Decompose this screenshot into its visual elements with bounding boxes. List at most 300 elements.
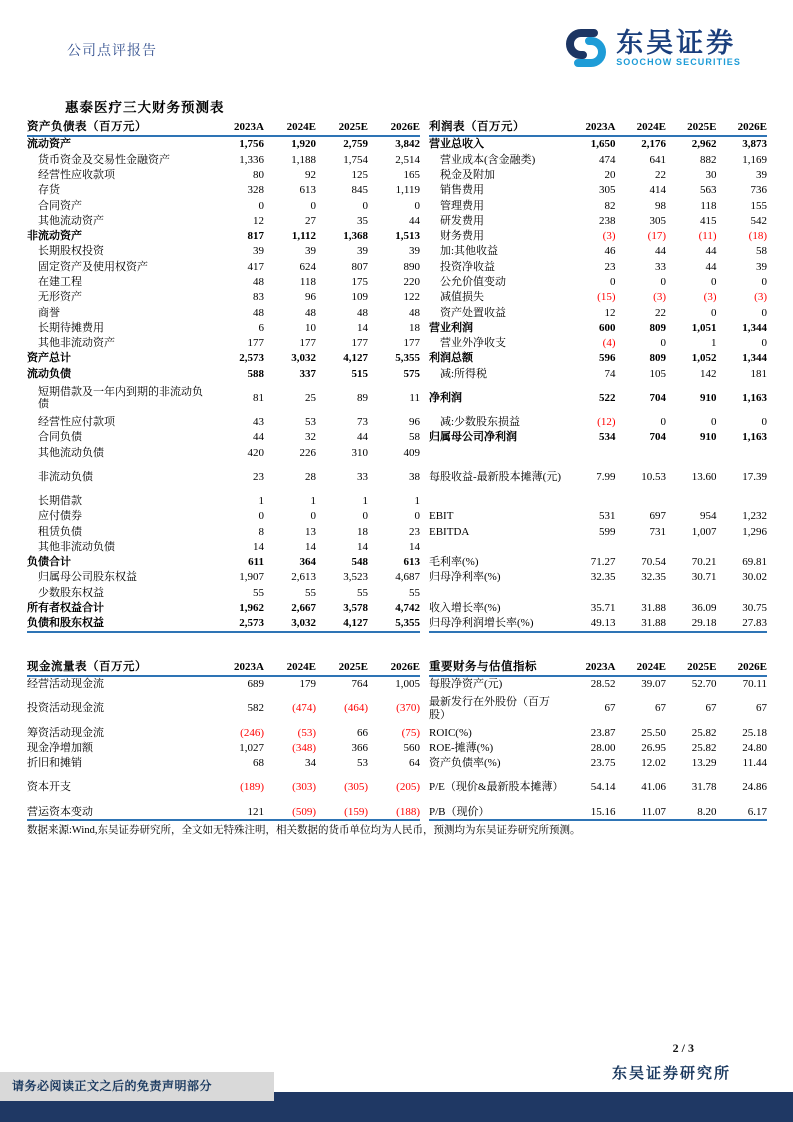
cell-value: (17) [647,230,666,243]
cell-value: 23.87 [590,726,616,739]
cell-value: 0 [258,510,264,523]
research-institute-label: 东吴证券研究所 [611,1066,731,1082]
cell-value: 118 [299,276,316,288]
cell-value: 36.09 [691,602,717,615]
table-row [429,336,767,351]
cell-value: 23.75 [590,757,616,770]
row-label: 非流动负债 [38,470,93,483]
table-title: 现金流量表（百万元） [27,660,147,673]
row-label: 经营性应收款项 [38,168,115,181]
cell-value: 582 [247,702,264,715]
cell-value: 474 [599,153,616,166]
cell-value: 27 [305,214,316,227]
cell-value: 641 [649,153,666,166]
cell-value: (189) [240,781,264,794]
table-header-row [27,657,420,677]
row-label: 负债和股东权益 [27,617,104,630]
cell-value: 4,742 [395,602,420,615]
table-row [27,415,420,430]
row-label: 合同资产 [38,199,82,212]
row-label: P/E（现价&最新股本摊薄） [429,781,564,794]
row-label: 利润总额 [429,352,473,365]
row-label: 所有者权益合计 [27,602,104,615]
table-row [429,741,767,756]
cell-value: 31.88 [641,617,666,630]
cell-value: 0 [310,199,316,212]
table-row [429,305,767,320]
row-label: 税金及附加 [440,168,495,181]
cell-value: 0 [660,276,666,288]
cell-value: 41.06 [641,781,666,794]
row-label: 减:所得税 [440,367,488,380]
cell-value: 22 [655,168,666,181]
cell-value: 44 [705,260,717,273]
cell-value: 600 [599,321,616,334]
year-column-header: 2026E [737,121,767,134]
row-label: 流动负债 [27,367,71,380]
table-row [27,336,420,351]
cell-value: (348) [292,741,316,754]
table-row [27,771,420,804]
cell-value: 44 [357,431,368,444]
table-row [27,137,420,152]
cell-value: 1,962 [239,602,264,615]
brand-name-cn: 东吴证券 [616,27,737,58]
cell-value: 560 [403,741,420,754]
cell-value: 67 [655,702,666,715]
table-row [27,305,420,320]
cell-value: 14 [357,321,368,334]
cell-value: 49.13 [590,617,616,630]
cell-value: (188) [396,805,420,818]
table-row [27,430,420,445]
cell-value: 58 [409,431,420,444]
row-label: 租赁负债 [38,525,82,538]
cell-value: 39 [357,245,368,258]
cell-value: 226 [299,446,316,459]
cell-value: (509) [292,805,316,818]
cell-value: 731 [649,525,666,538]
cell-value: 48 [253,306,264,319]
cell-value: 23 [409,525,420,538]
cell-value: 409 [403,446,420,459]
page-title: 惠泰医疗三大财务预测表 [65,100,225,115]
table-row [27,570,420,585]
cell-value: 1,336 [239,153,264,166]
top-tables-region [27,117,767,633]
cell-value: 23 [604,260,616,273]
cell-value: 48 [305,306,316,319]
cell-value: 1,920 [291,138,316,151]
cell-value: 142 [700,367,717,380]
cell-value: 25.50 [641,726,666,739]
table-row [429,168,767,183]
row-label: 货币资金及交易性金融资产 [38,153,170,166]
cell-value: 305 [599,184,616,197]
table-header-row [429,117,767,137]
cell-value: 1 [711,337,717,350]
table-row [27,461,420,494]
cell-value: 3,873 [742,138,767,151]
cell-value: 563 [700,184,717,197]
row-label: 管理费用 [440,199,484,212]
cell-value: 39 [253,245,264,258]
cell-value: 4,687 [395,571,420,584]
table-row [27,382,420,415]
cell-value: 0 [610,276,616,288]
table-row [27,244,420,259]
cell-value: 14 [253,540,264,553]
cell-value: 2,176 [641,138,666,151]
cell-value: 25.82 [691,726,717,739]
cell-value: 575 [403,367,420,380]
row-label: 资本开支 [27,781,71,794]
cell-value: 12.02 [641,757,666,770]
row-label: ROE-摊薄(%) [429,741,494,754]
cell-value: 28.52 [590,678,616,691]
table-row [429,725,767,740]
cell-value: 73 [357,416,368,429]
cell-value: 13 [305,525,316,538]
row-label: 短期借款及一年内到期的非流动负债 [38,385,203,411]
row-label: 归母净利润增长率(%) [429,617,534,630]
row-label: 投资净收益 [440,260,495,273]
year-column-header: 2023A [585,121,616,134]
year-column-header: 2025E [687,661,717,674]
cell-value: 238 [599,214,616,227]
cell-value: 25 [305,391,316,404]
soochow-logo-icon [564,26,608,70]
cell-value: 13.29 [691,757,717,770]
row-label: 营运资本变动 [27,805,93,818]
cell-value: 81 [253,391,264,404]
cell-value: 33 [655,260,666,273]
table-row [27,198,420,213]
cell-value: 588 [247,367,264,380]
cell-value: (3) [703,291,717,304]
cell-value: 125 [351,168,368,181]
table-header-row [27,117,420,137]
row-label: 归母净利率(%) [429,571,501,584]
year-column-header: 2024E [636,121,666,134]
table-row [27,494,420,509]
cell-value: 8 [258,525,264,538]
cell-value: 0 [711,416,717,429]
cell-value: 6.17 [747,805,767,818]
row-label: 经营活动现金流 [27,678,104,691]
cell-value: 53 [357,757,368,770]
table-title: 重要财务与估值指标 [429,660,537,673]
cell-value: 98 [655,199,666,212]
row-label: P/B（现价） [429,805,490,818]
table-row [27,725,420,740]
table-row [27,168,420,183]
cell-value: 27.83 [742,617,767,630]
cell-value: 5,355 [395,352,420,365]
cell-value: 0 [761,416,767,429]
row-label: 筹资活动现金流 [27,726,104,739]
spacer-row [429,494,767,509]
row-label: 非流动资产 [27,230,82,243]
valuation-metrics-table [429,657,767,821]
table-row [429,430,767,445]
spacer-row [429,585,767,600]
cell-value: 2,573 [239,352,264,365]
row-label: ROIC(%) [429,726,472,739]
cell-value: 92 [305,168,316,181]
cell-value: 74 [604,367,616,380]
cell-value: 80 [253,168,264,181]
brand-name-en: SOOCHOW SECURITIES [616,57,741,68]
cell-value: 4,127 [343,617,368,630]
cell-value: 882 [700,153,717,166]
table-row [27,804,420,819]
table-row [429,461,767,494]
cell-value: 96 [409,416,420,429]
cell-value: 845 [351,184,368,197]
cell-value: 364 [299,556,316,569]
table-row [27,741,420,756]
row-label: 其他非流动负债 [38,540,115,553]
cell-value: 613 [299,184,316,197]
cell-value: (4) [602,337,616,350]
table-header-row [429,657,767,677]
cell-value: 3,842 [395,138,420,151]
cell-value: 954 [700,510,717,523]
cell-value: 14 [409,540,420,553]
cell-value: 6 [258,321,264,334]
cell-value: 44 [705,245,717,258]
table-row [429,229,767,244]
cell-value: (18) [748,230,767,243]
table-row [429,321,767,336]
cell-value: 23 [253,470,264,483]
cell-value: 17.39 [742,470,767,483]
cell-value: 0 [711,306,717,319]
cell-value: 89 [357,391,368,404]
cell-value: 1,163 [742,391,767,404]
row-label: 最新发行在外股份（百万股） [429,696,550,721]
row-label: 商誉 [38,306,60,319]
table-row [429,244,767,259]
cell-value: 18 [409,321,420,334]
cell-value: 66 [357,726,368,739]
cell-value: 64 [409,757,420,770]
row-label: 其他非流动资产 [38,337,115,350]
cell-value: 14 [305,540,316,553]
cell-value: 420 [247,446,264,459]
bottom-tables-region [27,657,767,821]
cell-value: 33 [357,470,368,483]
row-label: 少数股东权益 [38,586,104,599]
cell-value: 55 [357,586,368,599]
cell-value: 35.71 [590,602,616,615]
table-row [27,213,420,228]
cell-value: 30 [705,168,717,181]
cell-value: 55 [253,586,264,599]
row-label: 毛利率(%) [429,556,479,569]
cell-value: 910 [700,431,717,444]
cell-value: 1,052 [691,352,717,365]
cell-value: 122 [403,291,420,304]
row-label: 净利润 [429,391,462,404]
cell-value: 910 [700,391,717,404]
table-row [27,616,420,631]
year-column-header: 2025E [338,661,368,674]
row-label: 资产总计 [27,352,71,365]
table-row [27,585,420,600]
cell-value: 0 [414,510,420,523]
cell-value: 18 [357,525,368,538]
table-row [27,229,420,244]
cell-value: 220 [403,276,420,288]
cell-value: 68 [253,757,264,770]
row-label: 加:其他收益 [440,245,499,258]
cell-value: (305) [344,781,368,794]
table-row [27,524,420,539]
cell-value: 1,112 [291,230,316,243]
table-row [27,366,420,381]
cell-value: 697 [649,510,666,523]
row-label: 无形资产 [38,291,82,304]
cell-value: 1 [258,494,264,507]
cell-value: (53) [297,726,316,739]
cell-value: 43 [253,416,264,429]
cell-value: 5,355 [395,617,420,630]
cell-value: 305 [649,214,666,227]
cell-value: (15) [597,291,616,304]
cell-value: 3,032 [291,617,316,630]
cell-value: 515 [351,367,368,380]
balance-sheet-table [27,117,420,633]
cell-value: 548 [351,556,368,569]
cell-value: 30.75 [742,602,767,615]
cell-value: (205) [396,781,420,794]
cell-value: 417 [247,260,264,273]
page-number: 2 / 3 [672,1041,694,1055]
table-row [27,275,420,290]
cell-value: 1,754 [343,153,368,166]
cell-value: 69.81 [742,556,767,569]
year-column-header: 2025E [687,121,717,134]
report-type-label: 公司点评报告 [67,44,157,59]
cell-value: 1,344 [742,321,767,334]
cell-value: 809 [649,352,666,365]
cell-value: 542 [750,214,767,227]
cell-value: (11) [698,230,717,243]
cell-value: 31.78 [691,781,717,794]
cell-value: 13.60 [691,470,717,483]
row-label: 资产处置收益 [440,306,506,319]
cell-value: 0 [362,199,368,212]
table-row [27,183,420,198]
cell-value: 817 [247,230,264,243]
row-label: 在建工程 [38,276,82,288]
cell-value: 2,667 [291,602,316,615]
table-row [429,183,767,198]
cell-value: 310 [351,446,368,459]
table-row [429,290,767,305]
table-row [429,137,767,152]
cell-value: 67 [756,702,767,715]
row-label: 营业总收入 [429,138,484,151]
cell-value: 58 [756,245,767,258]
row-label: 折旧和摊销 [27,757,82,770]
cell-value: 1,007 [691,525,717,538]
cell-value: (464) [344,702,368,715]
cell-value: 105 [649,367,666,380]
table-row [27,445,420,460]
cell-value: 704 [649,431,666,444]
cell-value: 807 [351,260,368,273]
row-label: 归属母公司净利润 [429,431,517,444]
cell-value: 1,163 [742,431,767,444]
cell-value: (159) [344,805,368,818]
table-row [429,259,767,274]
row-label: 收入增长率(%) [429,602,501,615]
cashflow-table [27,657,420,821]
cell-value: 24.86 [742,781,767,794]
table-row [27,509,420,524]
cell-value: 46 [604,245,616,258]
table-row [429,509,767,524]
row-label: 每股收益-最新股本摊薄(元) [429,470,561,483]
cell-value: 1,344 [742,352,767,365]
cell-value: 32.35 [590,571,616,584]
cell-value: 32.35 [641,571,666,584]
cell-value: 414 [649,184,666,197]
cell-value: 4,127 [343,352,368,365]
cell-value: 22 [655,306,666,319]
table-row [27,259,420,274]
cell-value: 7.99 [596,470,616,483]
brand-logo [564,26,741,70]
cell-value: (474) [292,702,316,715]
cell-value: 70.54 [641,556,666,569]
year-column-header: 2024E [286,121,316,134]
table-row [429,616,767,631]
table-row [429,771,767,804]
year-column-header: 2024E [286,661,316,674]
cell-value: (12) [597,416,616,429]
table-row [27,351,420,366]
year-column-header: 2023A [234,121,264,134]
cell-value: 83 [253,291,264,304]
cell-value: 415 [700,214,717,227]
row-label: 现金净增加额 [27,741,93,754]
cell-value: 1,513 [395,230,420,243]
cell-value: 522 [599,391,616,404]
cell-value: 10.53 [641,470,666,483]
spacer-row [429,445,767,460]
cell-value: 118 [700,199,717,212]
cell-value: 613 [403,556,420,569]
row-label: 营业利润 [429,321,473,334]
cell-value: 39 [756,168,767,181]
cell-value: (3) [653,291,666,304]
cell-value: 890 [403,260,420,273]
cell-value: 71.27 [590,556,616,569]
row-label: 公允价值变动 [440,276,506,288]
cell-value: 55 [409,586,420,599]
cell-value: 39 [409,245,420,258]
row-label: 经营性应付款项 [38,416,115,429]
year-column-header: 2023A [234,661,264,674]
cell-value: 1,051 [691,321,717,334]
cell-value: 0 [310,510,316,523]
cell-value: 0 [761,276,767,288]
cell-value: 1,296 [742,525,767,538]
